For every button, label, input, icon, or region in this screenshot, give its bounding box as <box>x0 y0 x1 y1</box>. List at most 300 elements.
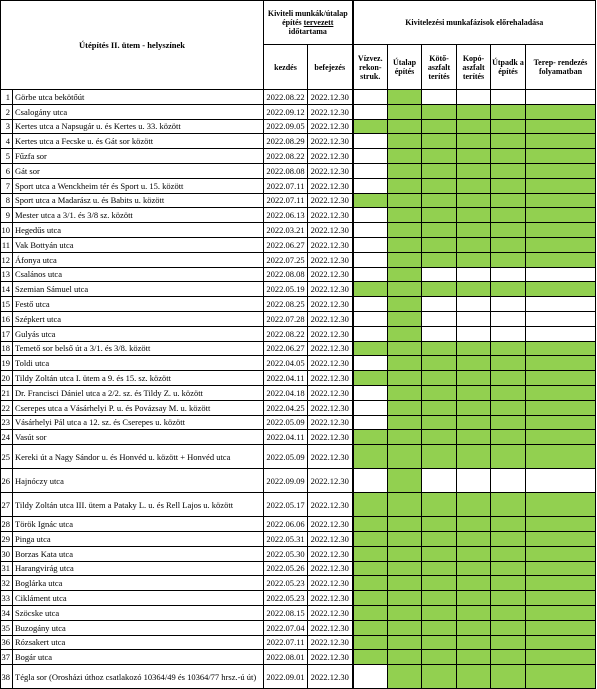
phase-cell-landscaping <box>526 163 596 178</box>
start-date: 2022.03.21 <box>264 223 308 238</box>
location-name: Harangvirág utca <box>13 561 264 576</box>
end-date: 2022.12.30 <box>308 415 353 430</box>
phase-cell-shoulder <box>491 531 526 546</box>
end-date: 2022.12.30 <box>308 561 353 576</box>
phase-cell-water <box>353 193 388 208</box>
phase-cell-binder <box>422 252 457 267</box>
start-date: 2022.05.31 <box>264 531 308 546</box>
table-row <box>1 237 596 252</box>
phase-cell-water <box>353 493 388 517</box>
duration-line-2-pre: építés <box>282 18 304 27</box>
phase-cell-wearing <box>457 237 491 252</box>
phase-cell-base <box>388 208 422 223</box>
start-date: 2022.06.27 <box>264 341 308 356</box>
phase-cell-base <box>388 223 422 238</box>
table-row <box>1 635 596 650</box>
phase-cell-water <box>353 665 388 689</box>
phase-cell-landscaping <box>526 193 596 208</box>
phase-cell-landscaping <box>526 591 596 606</box>
phase-cell-water <box>353 341 388 356</box>
phase-cell-base <box>388 326 422 341</box>
start-date: 2022.06.13 <box>264 208 308 223</box>
phase-cell-landscaping <box>526 430 596 445</box>
end-date: 2022.12.30 <box>308 605 353 620</box>
phase-cell-shoulder <box>491 163 526 178</box>
phase-cell-water <box>353 385 388 400</box>
row-number: 32 <box>1 576 13 591</box>
phase-cell-base <box>388 237 422 252</box>
location-name: Csalogány utca <box>13 104 264 119</box>
end-date: 2022.12.30 <box>308 665 353 689</box>
phase-cell-base <box>388 178 422 193</box>
table-row <box>1 356 596 371</box>
phase-cell-wearing <box>457 546 491 561</box>
phase-cell-water <box>353 415 388 430</box>
phase-cell-base <box>388 104 422 119</box>
phase-cell-shoulder <box>491 90 526 105</box>
phase-cell-water <box>353 576 388 591</box>
start-date: 2022.06.06 <box>264 517 308 532</box>
phase-cell-shoulder <box>491 311 526 326</box>
phase-cell-landscaping <box>526 561 596 576</box>
table-row <box>1 341 596 356</box>
start-date: 2022.07.11 <box>264 193 308 208</box>
phase-cell-landscaping <box>526 311 596 326</box>
phase-cell-landscaping <box>526 149 596 164</box>
start-date: 2022.05.23 <box>264 591 308 606</box>
phase-cell-base <box>388 605 422 620</box>
location-name: Gát sor <box>13 163 264 178</box>
phase-cell-wearing <box>457 163 491 178</box>
location-name: Temető sor belső út a 3/1. és 3/8. között <box>13 341 264 356</box>
phase-cell-wearing <box>457 311 491 326</box>
table-row <box>1 650 596 665</box>
phase-cell-base <box>388 469 422 493</box>
location-name: Török Ignác utca <box>13 517 264 532</box>
row-number: 25 <box>1 445 13 469</box>
end-header: befejezés <box>308 45 353 90</box>
row-number: 13 <box>1 267 13 282</box>
table-row <box>1 469 596 493</box>
phase-cell-wearing <box>457 591 491 606</box>
end-date: 2022.12.30 <box>308 576 353 591</box>
phase-cell-shoulder <box>491 193 526 208</box>
table-row <box>1 252 596 267</box>
start-date: 2022.09.01 <box>264 665 308 689</box>
row-number: 24 <box>1 430 13 445</box>
location-name: Tildy Zoltán utca III. ütem a Pataky L. u. és Rell Lajos u. között <box>13 493 264 517</box>
start-date: 2022.08.01 <box>264 650 308 665</box>
duration-line-1: Kiviteli munkák/útalap <box>267 9 348 18</box>
phase-cell-base <box>388 193 422 208</box>
table-row <box>1 531 596 546</box>
phase-cell-water <box>353 297 388 312</box>
location-name: Buzogány utca <box>13 620 264 635</box>
location-name: Borzas Kata utca <box>13 546 264 561</box>
start-date: 2022.09.09 <box>264 469 308 493</box>
phase-cell-wearing <box>457 341 491 356</box>
row-number: 7 <box>1 178 13 193</box>
location-name: Vásárhelyi Pál utca a 12. sz. és Cserepes u. között <box>13 415 264 430</box>
phase-cell-shoulder <box>491 415 526 430</box>
row-number: 26 <box>1 469 13 493</box>
end-date: 2022.12.30 <box>308 385 353 400</box>
row-number: 28 <box>1 517 13 532</box>
table-row <box>1 371 596 386</box>
row-number: 19 <box>1 356 13 371</box>
location-name: Festő utca <box>13 297 264 312</box>
phase-cell-base <box>388 282 422 297</box>
row-number: 35 <box>1 620 13 635</box>
table-row <box>1 326 596 341</box>
table-row <box>1 104 596 119</box>
table-row <box>1 223 596 238</box>
location-name: Áfonya utca <box>13 252 264 267</box>
phase-cell-wearing <box>457 620 491 635</box>
table-row <box>1 517 596 532</box>
location-name: Hajnóczy utca <box>13 469 264 493</box>
phase-cell-base <box>388 650 422 665</box>
phase-cell-landscaping <box>526 119 596 134</box>
phase-cell-base <box>388 297 422 312</box>
row-number: 11 <box>1 237 13 252</box>
table-row <box>1 311 596 326</box>
phase-cell-shoulder <box>491 385 526 400</box>
phase-cell-base <box>388 119 422 134</box>
phase-cell-water <box>353 119 388 134</box>
end-date: 2022.12.30 <box>308 208 353 223</box>
location-name: Sport utca a Madarász u. és Babits u. között <box>13 193 264 208</box>
phase-cell-wearing <box>457 605 491 620</box>
row-number: 22 <box>1 400 13 415</box>
phase-cell-base <box>388 356 422 371</box>
location-name: Mester utca a 3/1. és 3/8 sz. között <box>13 208 264 223</box>
end-date: 2022.12.30 <box>308 252 353 267</box>
start-date: 2022.08.22 <box>264 149 308 164</box>
row-number: 31 <box>1 561 13 576</box>
phase-cell-wearing <box>457 493 491 517</box>
row-number: 37 <box>1 650 13 665</box>
table-row <box>1 415 596 430</box>
phase-cell-base <box>388 576 422 591</box>
end-date: 2022.12.30 <box>308 237 353 252</box>
phase-cell-binder <box>422 385 457 400</box>
phase-cell-wearing <box>457 134 491 149</box>
phase-cell-water <box>353 620 388 635</box>
start-header: kezdés <box>264 45 308 90</box>
end-date: 2022.12.30 <box>308 493 353 517</box>
phase-cell-landscaping <box>526 341 596 356</box>
phase-cell-wearing <box>457 430 491 445</box>
phase-cell-base <box>388 252 422 267</box>
phase-cell-base <box>388 445 422 469</box>
phase-cell-binder <box>422 356 457 371</box>
phase-cell-base <box>388 517 422 532</box>
phase-cell-base <box>388 620 422 635</box>
phase-cell-wearing <box>457 90 491 105</box>
phase-cell-wearing <box>457 415 491 430</box>
end-date: 2022.12.30 <box>308 178 353 193</box>
end-date: 2022.12.30 <box>308 193 353 208</box>
phase-cell-shoulder <box>491 665 526 689</box>
start-date: 2022.08.08 <box>264 267 308 282</box>
end-date: 2022.12.30 <box>308 341 353 356</box>
phase-cell-shoulder <box>491 356 526 371</box>
phase-cell-shoulder <box>491 445 526 469</box>
phase-cell-landscaping <box>526 208 596 223</box>
end-date: 2022.12.30 <box>308 149 353 164</box>
phase-cell-landscaping <box>526 252 596 267</box>
phase-cell-binder <box>422 282 457 297</box>
phase-cell-water <box>353 267 388 282</box>
phase-cell-wearing <box>457 326 491 341</box>
phase-cell-landscaping <box>526 605 596 620</box>
phase-cell-landscaping <box>526 237 596 252</box>
row-number: 29 <box>1 531 13 546</box>
phase-cell-binder <box>422 650 457 665</box>
end-date: 2022.12.30 <box>308 400 353 415</box>
row-number: 20 <box>1 371 13 386</box>
table-row <box>1 665 596 689</box>
phase-cell-base <box>388 341 422 356</box>
phase-cell-water <box>353 430 388 445</box>
phase-cell-shoulder <box>491 237 526 252</box>
start-date: 2022.05.23 <box>264 576 308 591</box>
phase-cell-binder <box>422 665 457 689</box>
phase-cell-water <box>353 445 388 469</box>
phase-cell-water <box>353 282 388 297</box>
phase-cell-water <box>353 517 388 532</box>
phase-cell-binder <box>422 163 457 178</box>
phase-cell-binder <box>422 430 457 445</box>
table-row <box>1 445 596 469</box>
phase-cell-base <box>388 591 422 606</box>
row-number: 5 <box>1 149 13 164</box>
phase-cell-water <box>353 591 388 606</box>
phase-cell-shoulder <box>491 517 526 532</box>
phase-cell-shoulder <box>491 576 526 591</box>
phase-cell-landscaping <box>526 356 596 371</box>
phase-cell-shoulder <box>491 208 526 223</box>
phase-cell-wearing <box>457 650 491 665</box>
phase-cell-wearing <box>457 297 491 312</box>
phase-cell-landscaping <box>526 517 596 532</box>
location-name: Szöcske utca <box>13 605 264 620</box>
table-row <box>1 561 596 576</box>
end-date: 2022.12.30 <box>308 531 353 546</box>
table-row <box>1 119 596 134</box>
phase-cell-landscaping <box>526 469 596 493</box>
phase-cell-shoulder <box>491 430 526 445</box>
row-number: 34 <box>1 605 13 620</box>
phase-cell-binder <box>422 119 457 134</box>
row-number: 27 <box>1 493 13 517</box>
phase-cell-shoulder <box>491 605 526 620</box>
phase-cell-water <box>353 546 388 561</box>
start-date: 2022.05.17 <box>264 493 308 517</box>
phase-cell-binder <box>422 469 457 493</box>
phase-cell-binder <box>422 237 457 252</box>
phase-cell-base <box>388 415 422 430</box>
phase-cell-shoulder <box>491 469 526 493</box>
phase-cell-landscaping <box>526 104 596 119</box>
end-date: 2022.12.30 <box>308 267 353 282</box>
phase-cell-binder <box>422 635 457 650</box>
location-header: Útépítés II. ütem - helyszínek <box>1 1 264 90</box>
table-row <box>1 267 596 282</box>
phase-cell-water <box>353 311 388 326</box>
phase-cell-landscaping <box>526 297 596 312</box>
row-number: 12 <box>1 252 13 267</box>
table-row <box>1 576 596 591</box>
row-number: 36 <box>1 635 13 650</box>
row-number: 6 <box>1 163 13 178</box>
phase-cell-binder <box>422 134 457 149</box>
phase-cell-wearing <box>457 282 491 297</box>
end-date: 2022.12.30 <box>308 119 353 134</box>
phase-cell-water <box>353 134 388 149</box>
phase-cell-shoulder <box>491 326 526 341</box>
phase-cell-landscaping <box>526 531 596 546</box>
phase-cell-landscaping <box>526 665 596 689</box>
phase-cell-wearing <box>457 149 491 164</box>
end-date: 2022.12.30 <box>308 371 353 386</box>
end-date: 2022.12.30 <box>308 104 353 119</box>
phase-cell-binder <box>422 546 457 561</box>
phase-header-landscaping: Terep- rendezés folyamatban <box>526 45 596 90</box>
duration-line-2-underlined: tervezett <box>303 18 334 27</box>
start-date: 2022.07.04 <box>264 620 308 635</box>
phase-cell-water <box>353 178 388 193</box>
phase-cell-shoulder <box>491 134 526 149</box>
start-date: 2022.07.28 <box>264 311 308 326</box>
phase-cell-shoulder <box>491 119 526 134</box>
phase-cell-shoulder <box>491 561 526 576</box>
end-date: 2022.12.30 <box>308 635 353 650</box>
phase-cell-landscaping <box>526 134 596 149</box>
location-name: Fűzfa sor <box>13 149 264 164</box>
row-number: 2 <box>1 104 13 119</box>
phase-cell-binder <box>422 267 457 282</box>
location-name: Boglárka utca <box>13 576 264 591</box>
table-row <box>1 208 596 223</box>
phase-cell-water <box>353 650 388 665</box>
phase-header-base: Útalap építés <box>388 45 422 90</box>
phase-cell-shoulder <box>491 620 526 635</box>
row-number: 18 <box>1 341 13 356</box>
phase-cell-water <box>353 605 388 620</box>
table-row <box>1 430 596 445</box>
phase-cell-base <box>388 90 422 105</box>
table-row <box>1 385 596 400</box>
location-name: Sport utca a Wenckheim tér és Sport u. 15. között <box>13 178 264 193</box>
phase-cell-wearing <box>457 517 491 532</box>
location-name: Dr. Francisci Dániel utca a 2/2. sz. és Tildy Z. u. között <box>13 385 264 400</box>
phase-cell-shoulder <box>491 104 526 119</box>
phase-cell-shoulder <box>491 650 526 665</box>
location-name: Kertes utca a Fecske u. és Gát sor között <box>13 134 264 149</box>
row-number: 33 <box>1 591 13 606</box>
phase-cell-binder <box>422 576 457 591</box>
phase-cell-binder <box>422 104 457 119</box>
phase-cell-binder <box>422 178 457 193</box>
phase-cell-base <box>388 546 422 561</box>
row-number: 1 <box>1 90 13 105</box>
row-number: 30 <box>1 546 13 561</box>
phase-cell-landscaping <box>526 178 596 193</box>
phase-cell-base <box>388 311 422 326</box>
location-name: Vasút sor <box>13 430 264 445</box>
start-date: 2022.04.25 <box>264 400 308 415</box>
row-number: 16 <box>1 311 13 326</box>
phase-cell-wearing <box>457 371 491 386</box>
row-number: 21 <box>1 385 13 400</box>
location-name: Hegedűs utca <box>13 223 264 238</box>
phase-cell-binder <box>422 311 457 326</box>
table-row <box>1 546 596 561</box>
end-date: 2022.12.30 <box>308 650 353 665</box>
start-date: 2022.08.15 <box>264 605 308 620</box>
start-date: 2022.05.26 <box>264 561 308 576</box>
phase-cell-water <box>353 252 388 267</box>
end-date: 2022.12.30 <box>308 620 353 635</box>
phase-cell-water <box>353 104 388 119</box>
phase-cell-binder <box>422 297 457 312</box>
table-row <box>1 149 596 164</box>
phase-cell-base <box>388 149 422 164</box>
phase-cell-binder <box>422 493 457 517</box>
phase-cell-wearing <box>457 469 491 493</box>
phase-cell-base <box>388 430 422 445</box>
end-date: 2022.12.30 <box>308 326 353 341</box>
phase-cell-binder <box>422 149 457 164</box>
phase-cell-binder <box>422 223 457 238</box>
phase-cell-binder <box>422 445 457 469</box>
phase-cell-wearing <box>457 252 491 267</box>
end-date: 2022.12.30 <box>308 297 353 312</box>
start-date: 2022.04.05 <box>264 356 308 371</box>
phase-cell-landscaping <box>526 546 596 561</box>
phase-cell-water <box>353 531 388 546</box>
phase-cell-wearing <box>457 445 491 469</box>
phase-cell-wearing <box>457 385 491 400</box>
start-date: 2022.08.22 <box>264 90 308 105</box>
phase-cell-wearing <box>457 208 491 223</box>
phase-cell-landscaping <box>526 282 596 297</box>
phase-cell-landscaping <box>526 267 596 282</box>
phase-cell-base <box>388 371 422 386</box>
phase-cell-wearing <box>457 531 491 546</box>
phase-cell-shoulder <box>491 282 526 297</box>
table-row <box>1 163 596 178</box>
end-date: 2022.12.30 <box>308 90 353 105</box>
location-name: Cserepes utca a Vásárhelyi P. u. és Povázsay M. u. között <box>13 400 264 415</box>
phase-cell-water <box>353 208 388 223</box>
phase-cell-landscaping <box>526 576 596 591</box>
phase-cell-base <box>388 561 422 576</box>
phase-cell-binder <box>422 415 457 430</box>
end-date: 2022.12.30 <box>308 134 353 149</box>
phase-cell-base <box>388 267 422 282</box>
progress-header: Kivitelezési munkafázisok előrehaladása <box>353 1 596 45</box>
phase-cell-water <box>353 326 388 341</box>
phase-cell-shoulder <box>491 297 526 312</box>
start-date: 2022.08.22 <box>264 326 308 341</box>
duration-header <box>264 1 353 45</box>
phase-cell-binder <box>422 193 457 208</box>
phase-cell-landscaping <box>526 400 596 415</box>
location-name: Szemian Sámuel utca <box>13 282 264 297</box>
